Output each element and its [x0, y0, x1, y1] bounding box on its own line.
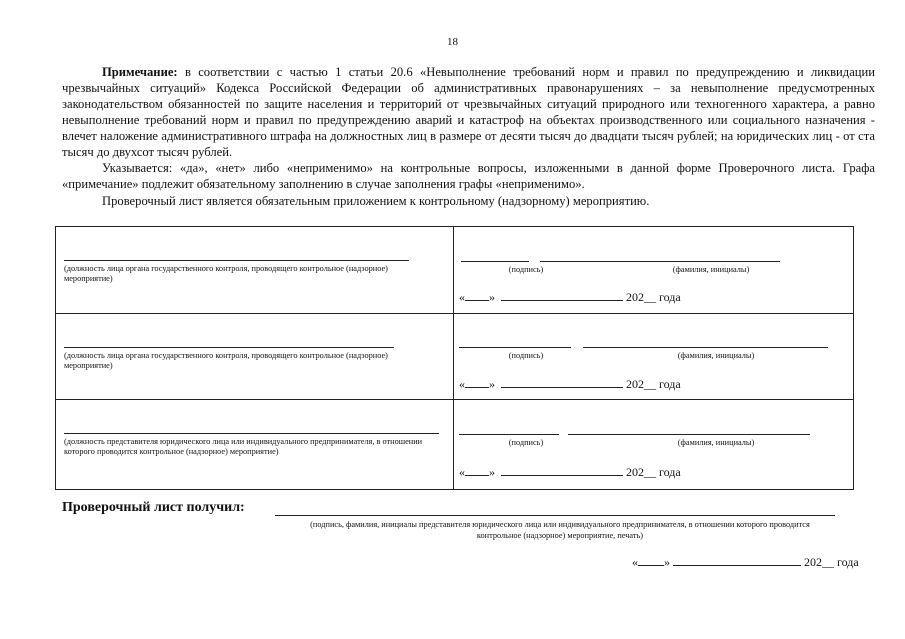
date-line	[459, 289, 681, 305]
year-text: 202__ года	[804, 555, 859, 569]
date-line	[459, 376, 681, 392]
date-close-quote: »	[489, 377, 495, 391]
indicate-paragraph: Указывается: «да», «нет» либо «неприменимо» на контрольные вопросы, изложенными в данной форме Проверочного листа. Графа «примечание» подлежит обязательному заполнению в случае заполнения графы «неприменимо».	[62, 161, 875, 191]
position-caption: (должность лица органа государственного контроля, проводящего контрольное (надзорное) мероприятие)	[64, 351, 388, 370]
year-text: 202__ года	[626, 377, 681, 391]
name-caption: (фамилия, инициалы)	[677, 438, 755, 447]
name-line[interactable]	[568, 434, 810, 435]
year-text: 202__ года	[626, 465, 681, 479]
position-line[interactable]	[64, 433, 439, 434]
month-field[interactable]	[501, 376, 623, 388]
received-caption: (подпись, фамилия, инициалы представителя юридического лица или индивидуального предпринимателя, в отношении которого проводится контрольное (надзорное) мероприятие, печать)	[310, 520, 810, 540]
day-field[interactable]	[465, 376, 489, 388]
signature-caption: (подпись)	[508, 351, 544, 360]
date-open-quote: «	[632, 555, 638, 569]
signature-table	[55, 226, 854, 490]
signature-caption: (подпись)	[508, 438, 544, 447]
note-label: Примечание:	[102, 65, 178, 79]
signature-row	[56, 314, 853, 400]
signature-caption: (подпись)	[508, 265, 544, 274]
note-paragraph	[62, 64, 875, 160]
date-open-quote: «	[459, 377, 465, 391]
year-text: 202__ года	[626, 290, 681, 304]
note-text: в соответствии с частью 1 статьи 20.6 «Невыполнение требований норм и правил по предупреждению и ликвидации чрезвычайных ситуаций» Кодекса Российской Федерации об административных правонарушениях – за невыполнение предусмотренных законодательством обязанностей по защите населения и территорий от чрезвычайных ситуаций природного или техногенного характера, а равно невыполнение требований норм и правил по предупреждению аварий и катастроф на объектах производственного или социального назначения - влечет наложение административного штрафа на должностных лиц в размере от десяти тысяч до двадцати тысяч рублей; на юридических лиц - от ста тысяч до двухсот тысяч рублей.	[62, 65, 875, 159]
name-caption: (фамилия, инициалы)	[677, 351, 755, 360]
required-paragraph: Проверочный лист является обязательным приложением к контрольному (надзорному) мероприятию.	[102, 194, 650, 208]
received-signature-line[interactable]	[275, 515, 835, 516]
date-line	[459, 464, 681, 480]
name-line[interactable]	[583, 347, 828, 348]
signature-row	[56, 400, 853, 489]
date-close-quote: »	[489, 465, 495, 479]
day-field[interactable]	[638, 554, 664, 566]
month-field[interactable]	[501, 464, 623, 476]
date-close-quote: »	[489, 290, 495, 304]
date-open-quote: «	[459, 290, 465, 304]
month-field[interactable]	[501, 289, 623, 301]
page-number: 18	[447, 36, 458, 48]
position-line[interactable]	[64, 260, 409, 261]
day-field[interactable]	[465, 464, 489, 476]
name-line[interactable]	[540, 261, 780, 262]
received-label: Проверочный лист получил:	[62, 500, 245, 515]
month-field[interactable]	[673, 554, 801, 566]
signature-row	[56, 227, 853, 314]
signature-line[interactable]	[459, 347, 571, 348]
name-caption: (фамилия, инициалы)	[672, 265, 750, 274]
signature-line[interactable]	[459, 434, 559, 435]
date-open-quote: «	[459, 465, 465, 479]
received-date-line	[632, 554, 859, 570]
day-field[interactable]	[465, 289, 489, 301]
signature-line[interactable]	[461, 261, 529, 262]
position-line[interactable]	[64, 347, 394, 348]
position-caption: (должность лица органа государственного контроля, проводящего контрольное (надзорное) мероприятие)	[64, 264, 388, 283]
date-close-quote: »	[664, 555, 670, 569]
position-caption: (должность представителя юридического лица или индивидуального предпринимателя, в отношении которого проводится контрольное (надзорное) мероприятие)	[64, 437, 423, 456]
